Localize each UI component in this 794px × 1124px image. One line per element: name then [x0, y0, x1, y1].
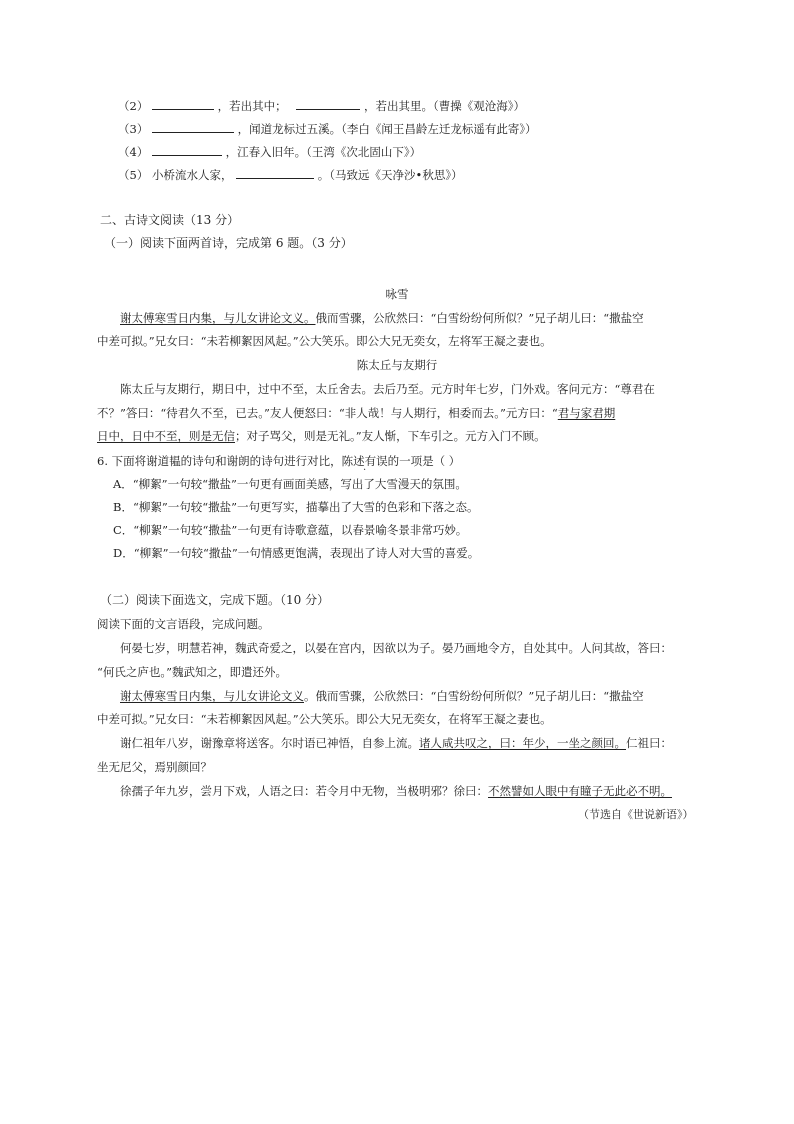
answer-blank[interactable]	[152, 120, 234, 133]
answer-blank[interactable]	[236, 166, 314, 179]
poem2-title: 陈太丘与友期行	[356, 358, 438, 372]
passage-2-line-2: 中差可拟。”兄女曰：“未若柳絮因风起。”公大笑乐。即公大兄无奕女，在将军王凝之妻也。	[97, 712, 552, 726]
item-text: 小桥流水人家，	[151, 168, 233, 182]
poem2-line-3	[97, 428, 546, 444]
item-number: （3）	[118, 122, 149, 136]
option-b[interactable]: B．“柳絮”一句较“撒盐”一句更写实，描摹出了大雪的色彩和下落之态。	[113, 500, 479, 514]
poem-text: 不？”答曰：“待君久不至，已去。”友人便怒曰：“非人哉！与人期行，相委而去。”元方曰：“	[97, 406, 558, 420]
item-number: （4）	[118, 145, 149, 159]
answer-blank[interactable]	[296, 97, 360, 110]
poem2-line-1: 陈太丘与友期行，期日中，过中不至，太丘舍去。去后乃至。元方时年七岁，门外戏。客问元方：“尊君在	[120, 382, 655, 396]
poem1-line-1	[120, 310, 644, 326]
passage-3-line-1	[120, 735, 672, 751]
item-text: ，江春入旧年。（王湾《次北固山下》）	[225, 145, 422, 159]
passage-4-line-1	[120, 783, 672, 799]
underlined-sentence: 君与家君期	[557, 406, 616, 420]
fill-item-2	[118, 97, 525, 114]
passage-1-line-2: “何氏之庐也。”魏武知之，即遣还外。	[97, 665, 288, 679]
item-text: ，若出其里。（曹操《观沧海》）	[363, 99, 525, 113]
fill-item-3	[118, 120, 537, 137]
option-d[interactable]: D．“柳絮”一句较“撒盐”一句情感更饱满，表现出了诗人对大雪的喜爱。	[113, 546, 480, 560]
part2-title: （二）阅读下面选文，完成下题。（10 分）	[100, 593, 330, 607]
passage-2-line-1	[120, 688, 644, 704]
poem-text: 俄而雪骤，公欣然曰：“白雪纷纷何所似？”兄子胡儿曰：“撒盐空	[315, 311, 644, 325]
passage-text: 仁祖曰：	[626, 736, 672, 750]
part1-title: （一）阅读下面两首诗，完成第 6 题。（3 分）	[104, 236, 353, 250]
item-text: ，若出其中；	[217, 99, 287, 113]
emphasized-text: 陈述有误	[341, 454, 388, 468]
underlined-sentence: 谢太傅寒雪日内集，与儿女讲论文义。	[120, 311, 316, 325]
item-number: （2）	[118, 99, 149, 113]
passage-text: 徐孺子年九岁，尝月下戏，人语之曰：若令月中无物，当极明邪？徐曰：	[120, 784, 488, 798]
poem2-line-2	[97, 405, 615, 421]
section-title: 二、古诗文阅读（13 分）	[100, 213, 240, 227]
answer-blank[interactable]	[152, 143, 222, 156]
question-6-stem	[97, 453, 460, 469]
poem-text: ；对子骂父，则是无礼。”友人惭，下车引之。元方入门不顾。	[235, 429, 546, 443]
underlined-sentence: 不然譬如人眼中有瞳子无此必不明。	[488, 784, 672, 798]
passage-1-line-1: 何晏七岁，明慧若神，魏武奇爱之，以晏在宫内，因欲以为子。晏乃画地令方，自处其中。人问其故，答曰：	[120, 641, 672, 655]
underlined-sentence: 日中，日中不至，则是无信	[97, 429, 235, 443]
fill-item-5	[118, 166, 463, 183]
item-text: ，闻道龙标过五溪。（李白《闻王昌龄左迁龙标遥有此寄》）	[237, 122, 537, 136]
fill-item-4	[118, 143, 421, 160]
option-a[interactable]: A．“柳絮”一句较“撒盐”一句更有画面美感，写出了大雪漫天的氛围。	[113, 477, 467, 491]
passage-text: 。俄而雪骤，公欣然曰：“白雪纷纷何所似？”兄子胡儿曰：“撒盐空	[304, 689, 644, 703]
item-text: 。（马致远《天净沙•秋思》）	[317, 168, 463, 182]
question-text: 6. 下面将谢道韫的诗句和谢朗的诗句进行对比，	[97, 454, 342, 468]
underlined-sentence: 谢太傅寒雪日内集，与儿女讲论文义	[120, 689, 304, 703]
item-number: （5）	[118, 168, 149, 182]
passage-3-line-2: 坐无尼父，焉别颜回？	[97, 760, 212, 774]
poem1-title: 咏雪	[385, 287, 409, 301]
poem1-line-2: 中差可拟。”兄女曰：“未若柳絮因风起。”公大笑乐。即公大兄无奕女，左将军王凝之妻也。	[97, 334, 552, 348]
passage-text: 谢仁祖年八岁，谢豫章将送客。尔时语已神悟，自参上流。	[120, 736, 419, 750]
underlined-sentence: 诸人咸共叹之，曰：年少，一坐之颜回。	[419, 736, 626, 750]
source-citation: （节选自《世说新语》）	[578, 808, 694, 821]
option-c[interactable]: C．“柳絮”一句较“撒盐”一句更有诗歌意蕴，以春景喻冬景非常巧妙。	[113, 523, 468, 537]
answer-blank[interactable]	[152, 97, 214, 110]
question-text: 的一项是（ ）	[387, 454, 461, 468]
part2-intro: 阅读下面的文言语段，完成问题。	[97, 617, 270, 631]
